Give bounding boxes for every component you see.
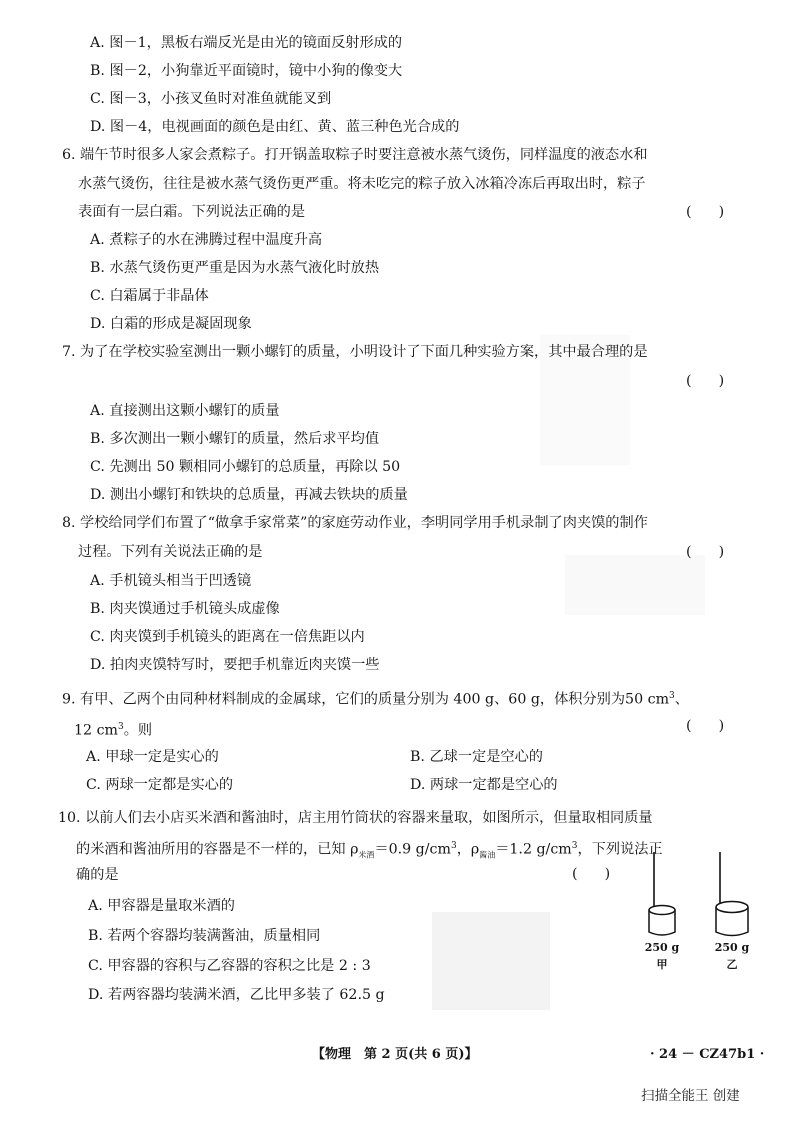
q8-option-b: B. 肉夹馍通过手机镜头成虚像 [90,601,280,617]
q6-option-b: B. 水蒸气烫伤更严重是因为水蒸气液化时放热 [90,260,380,276]
q9-option-c: C. 两球一定都是实心的 [86,777,234,793]
q7-option-d: D. 测出小螺钉和铁块的总质量，再减去铁块的质量 [90,487,408,503]
jia-name-label: 甲 [656,958,668,971]
q10-option-c: C. 甲容器的容积与乙容器的容积之比是 2 : 3 [88,958,371,974]
q10-stem-line3: 确的是 [76,867,119,883]
q5-option-c: C. 图－3，小孩叉鱼时对准鱼就能叉到 [90,91,332,107]
q7-option-b: B. 多次测出一颗小螺钉的质量，然后求平均值 [90,431,380,447]
q9-stem-line2-text: 12 cm [74,722,118,739]
q9-stem-line1 [62,686,689,710]
q9-option-a: A. 甲球一定是实心的 [86,749,219,765]
q8-stem-line1: 8. 学校给同学们布置了“做拿手家常菜”的家庭劳动作业，李明同学用手机录制了肉夹馍的制作 [62,515,648,531]
yi-cup-rim [716,902,748,913]
q9-answer-bracket: ( ) [686,718,725,734]
q8-stem-line2: 过程。下列有关说法正确的是 [78,544,263,560]
q7-option-c: C. 先测出 50 颗相同小螺钉的总质量，再除以 50 [90,459,401,475]
q10-density-rice-wine-value: ＝0.9 g/cm [374,841,451,858]
q9-stem-line2-exponent: 3 [117,722,124,732]
q8-option-c: C. 肉夹馍到手机镜头的距离在一倍焦距以内 [90,629,365,645]
q10-stem-line2 [76,836,663,866]
q9-stem-line1-text: 9. 有甲、乙两个由同种材料制成的金属球，它们的质量分别为 400 g、60 g，体积分别为50 cm [62,691,670,708]
q8-option-d: D. 拍肉夹馍特写时，要把手机靠近肉夹馍一些 [90,657,380,673]
q5-option-d: D. 图－4，电视画面的颜色是由红、黄、蓝三种色光合成的 [90,119,460,135]
q7-option-a: A. 直接测出这颗小螺钉的质量 [90,403,280,419]
q9-option-b: B. 乙球一定是空心的 [410,749,543,765]
page-footer-code: · 24 － CZ47b1 · [650,1047,765,1062]
yi-mass-label: 250 g [714,941,750,954]
q9-stem-line1-exponent: 3 [669,691,675,701]
q10-answer-bracket: ( ) [572,866,611,882]
q9-stem-line2 [74,717,152,741]
q8-option-a: A. 手机镜头相当于凹透镜 [90,573,252,589]
q7-answer-bracket: ( ) [686,373,725,389]
q6-option-c: C. 白霜属于非晶体 [90,288,209,304]
q6-answer-bracket: ( ) [686,204,725,220]
q10-option-a: A. 甲容器是量取米酒的 [88,898,235,914]
q6-stem-line3: 表面有一层白霜。下列说法正确的是 [78,204,306,220]
q5-option-a: A. 图－1，黑板右端反光是由光的镜面反射形成的 [90,35,403,51]
yi-name-label: 乙 [726,958,738,971]
q9-stem-line1-tail: 、 [674,691,689,708]
q9-option-d: D. 两球一定都是空心的 [410,777,558,793]
q10-stem-line1: 10. 以前人们去小店买米酒和酱油时，店主用竹筒状的容器来量取，如图所示，但量取相同质量 [58,810,653,826]
q10-option-d: D. 若两容器均装满米酒，乙比甲多装了 62.5 g [88,987,385,1003]
q9-stem-line2-tail: 。则 [123,722,153,739]
q5-option-b: B. 图－2，小狗靠近平面镜时，镜中小狗的像变大 [90,63,403,79]
q10-stem-line2-rho: ，ρ [456,841,480,858]
q10-figure [640,850,760,980]
q10-stem-line2-tail: ，下列说法正 [577,841,663,858]
q8-answer-bracket: ( ) [686,544,725,560]
q10-density-soy-sauce-exponent: 3 [571,841,578,851]
q6-option-a: A. 煮粽子的水在沸腾过程中温度升高 [90,232,323,248]
q6-stem-line2: 水蒸气烫伤，往往是被水蒸气烫伤更严重。将未吃完的粽子放入冰箱冷冻后再取出时，粽子 [78,176,646,192]
jia-cup-rim [649,906,675,915]
scanner-watermark: 扫描全能王 创建 [641,1088,740,1104]
q10-stem-line2-text: 的米酒和酱油所用的容器是不一样的，已知 ρ [76,841,359,858]
q10-density-rice-wine-exponent: 3 [450,841,457,851]
q10-density-soy-sauce-value: ＝1.2 g/cm [495,841,572,858]
page-footer-subject: 【物理 第 2 页(共 6 页)】 [312,1047,478,1062]
q7-stem-line1: 7. 为了在学校实验室测出一颗小螺钉的质量，小明设计了下面几种实验方案，其中最合理的是 [62,344,648,360]
q10-density-subscript-rice-wine: 米酒 [358,850,375,860]
q6-option-d: D. 白霜的形成是凝固现象 [90,316,252,332]
scan-bleed-block [432,912,550,1010]
q10-measuring-cups-drawing [640,850,760,940]
q10-density-subscript-soy-sauce: 酱油 [479,850,496,860]
q6-stem-line1: 6. 端午节时很多人家会煮粽子。打开锅盖取粽子时要注意被水蒸气烫伤，同样温度的液态水和 [62,147,648,163]
q10-option-b: B. 若两个容器均装满酱油，质量相同 [88,928,321,944]
jia-mass-label: 250 g [644,941,680,954]
scan-bleed-block [565,555,705,615]
